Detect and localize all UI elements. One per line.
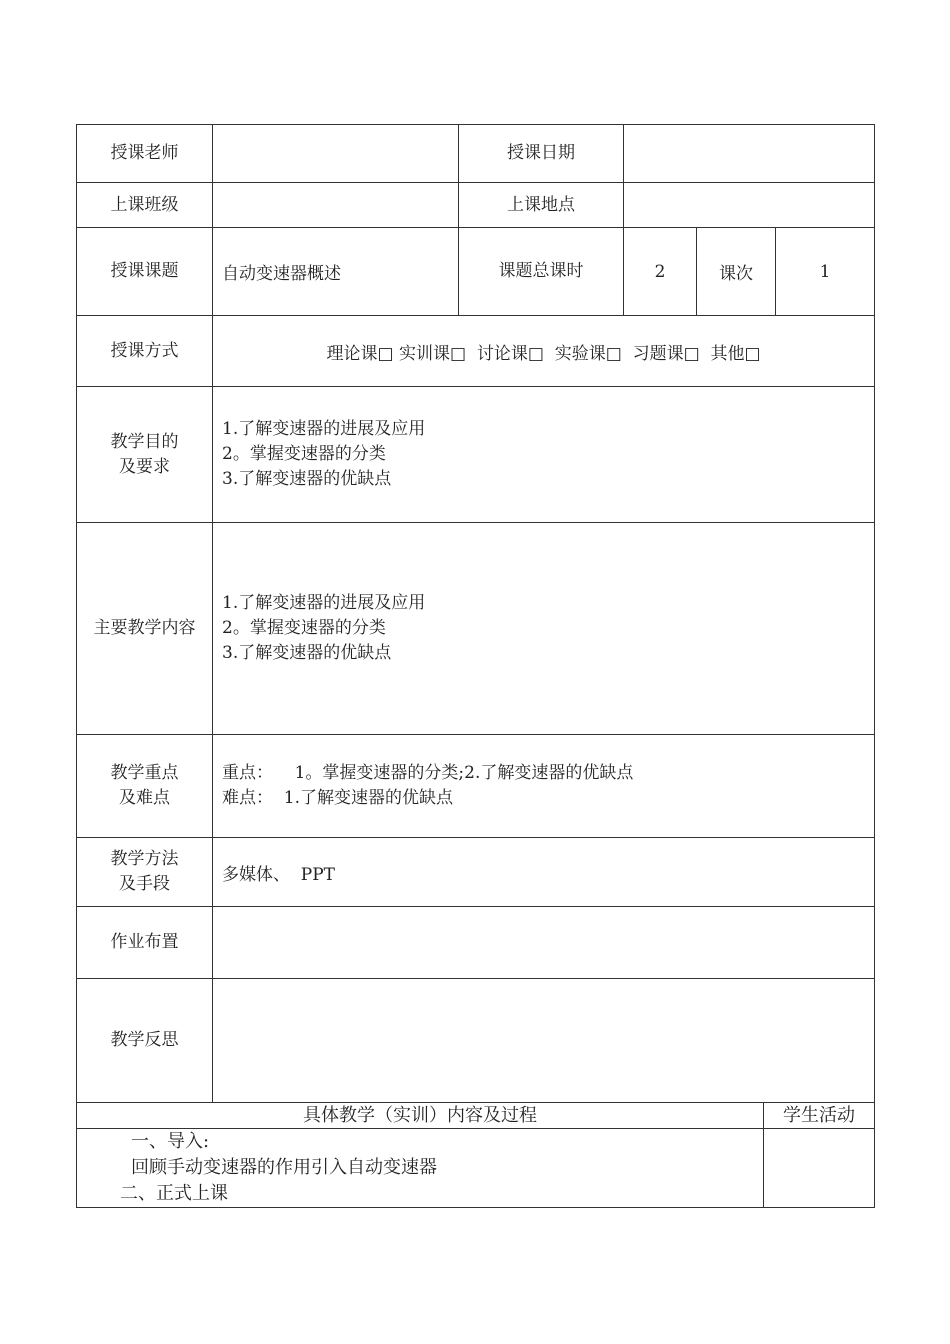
process-line: 二、正式上课 bbox=[120, 1183, 228, 1204]
class-label: 上课班级 bbox=[77, 183, 213, 228]
row-reflection bbox=[77, 979, 875, 1103]
reflection-label: 教学反思 bbox=[77, 979, 213, 1103]
row-homework bbox=[77, 907, 875, 979]
objectives-label-line-1: 教学目的 bbox=[110, 431, 179, 452]
date-value[interactable] bbox=[624, 125, 875, 183]
row-class bbox=[77, 183, 875, 228]
row-content bbox=[77, 523, 875, 735]
means-label-line-1: 教学方法 bbox=[110, 849, 179, 869]
means-label-line-2: 及手段 bbox=[119, 874, 170, 894]
homework-value[interactable] bbox=[213, 907, 875, 979]
objectives-item: 2。掌握变速器的分类 bbox=[222, 444, 386, 464]
process-line: 回顾手动变速器的作用引入自动变速器 bbox=[131, 1157, 437, 1178]
teacher-label: 授课老师 bbox=[77, 125, 213, 183]
process-header: 具体教学（实训）内容及过程 bbox=[77, 1103, 764, 1129]
topic-value[interactable]: 自动变速器概述 bbox=[213, 228, 459, 316]
total-hours-value[interactable]: 2 bbox=[624, 228, 697, 316]
process-body-row bbox=[77, 1129, 875, 1208]
row-method bbox=[77, 316, 875, 387]
objectives-content bbox=[213, 387, 875, 523]
process-table bbox=[76, 1102, 875, 1208]
row-teacher bbox=[77, 125, 875, 183]
method-options[interactable]: 理论课□ 实训课□ 讨论课□ 实验课□ 习题课□ 其他□ bbox=[213, 316, 875, 387]
objectives-label-line-2: 及要求 bbox=[119, 456, 170, 477]
keypoints-label-line-2: 及难点 bbox=[119, 788, 170, 808]
lesson-plan-table bbox=[76, 124, 875, 1103]
location-value[interactable] bbox=[624, 183, 875, 228]
keypoints-line: 重点： 1。掌握变速器的分类;2.了解变速器的优缺点 bbox=[222, 763, 634, 783]
session-value[interactable]: 1 bbox=[776, 228, 875, 316]
means-value[interactable]: 多媒体、 PPT bbox=[213, 838, 875, 907]
student-activity-cell[interactable] bbox=[764, 1129, 875, 1208]
process-header-row bbox=[77, 1103, 875, 1129]
means-label bbox=[77, 838, 213, 907]
objectives-item: 3.了解变速器的优缺点 bbox=[222, 469, 392, 489]
row-means bbox=[77, 838, 875, 907]
homework-label: 作业布置 bbox=[77, 907, 213, 979]
row-objectives bbox=[77, 387, 875, 523]
content-item: 2。掌握变速器的分类 bbox=[222, 618, 386, 638]
content-item: 3.了解变速器的优缺点 bbox=[222, 643, 392, 663]
location-label: 上课地点 bbox=[459, 183, 624, 228]
session-label: 课次 bbox=[697, 228, 776, 316]
keypoints-content bbox=[213, 735, 875, 838]
reflection-value[interactable] bbox=[213, 979, 875, 1103]
objectives-label bbox=[77, 387, 213, 523]
process-line: 一、导入: bbox=[131, 1131, 210, 1152]
lesson-plan-sheet bbox=[76, 124, 874, 1208]
method-label: 授课方式 bbox=[77, 316, 213, 387]
content-label: 主要教学内容 bbox=[77, 523, 213, 735]
keypoints-line: 难点： 1.了解变速器的优缺点 bbox=[222, 788, 454, 808]
date-label: 授课日期 bbox=[459, 125, 624, 183]
keypoints-label-line-1: 教学重点 bbox=[110, 763, 179, 783]
row-topic bbox=[77, 228, 875, 316]
content-item: 1.了解变速器的进展及应用 bbox=[222, 593, 426, 613]
topic-label: 授课课题 bbox=[77, 228, 213, 316]
teacher-value[interactable] bbox=[213, 125, 459, 183]
process-body bbox=[77, 1129, 764, 1208]
objectives-item: 1.了解变速器的进展及应用 bbox=[222, 419, 426, 439]
row-keypoints bbox=[77, 735, 875, 838]
total-hours-label: 课题总课时 bbox=[459, 228, 624, 316]
student-activity-header: 学生活动 bbox=[764, 1103, 875, 1129]
keypoints-label bbox=[77, 735, 213, 838]
class-value[interactable] bbox=[213, 183, 459, 228]
content-body bbox=[213, 523, 875, 735]
